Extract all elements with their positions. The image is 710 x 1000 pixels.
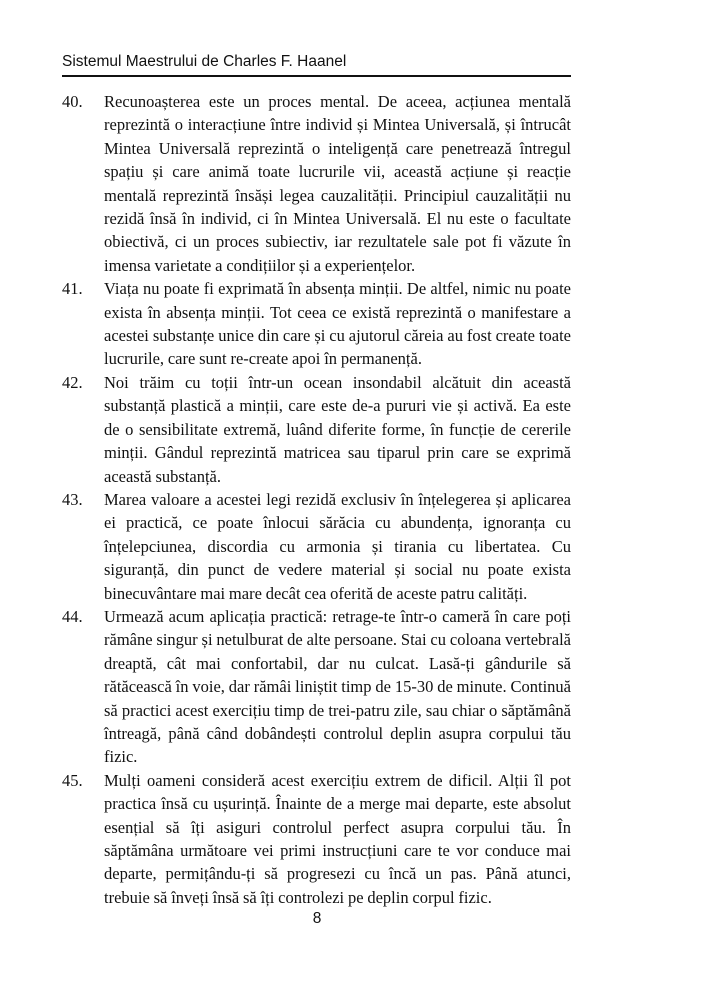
paragraph-number: 41. [62, 279, 83, 299]
page-body [62, 90, 571, 909]
numbered-paragraph [62, 769, 571, 909]
paragraph-number: 43. [62, 489, 83, 509]
page-number: 8 [312, 910, 322, 927]
paragraph-text: Viața nu poate fi exprimată în absența minții. De altfel, nimic nu poate exista în absența minții. Tot ceea ce există reprezintă o manifestare a acestei substanțe unice din care și cu ajutorul căreia au fost create toate lucrurile, care sunt re-create apoi în permanență. [104, 279, 571, 369]
paragraph-text: Urmează acum aplicația practică: retrage-te într-o cameră în care poți rămâne singur și netulburat de alte persoane. Stai cu coloana vertebrală dreaptă, cât mai confortabil, dar nu culcat. Lasă-ți gândurile să rătăcească în voie, dar rămâi liniștit timp de 15-30 de minute. Continuă să practici acest exercițiu timp de trei-patru zile, sau chiar o săptămână întreagă, până când dobândești controlul deplin asupra corpului tău fizic. [104, 606, 571, 767]
paragraph-text: Recunoașterea este un proces mental. De aceea, acțiunea mentală reprezintă o interacțiune între individ și Mintea Universală, și întrucât Mintea Universală reprezintă o inteligență care penetrează întregul spațiu și care animă toate lucrurile vii, această acțiune și reacție mentală reprezintă însăși legea cauzalității. Principiul cauzalității nu rezidă însă în individ, ci în Mintea Universală. El nu este o facultate obiectivă, ci un proces subiectiv, iar rezultatele sale pot fi văzute în imensa varietate a condițiilor și a experiențelor. [104, 92, 571, 275]
paragraph-text: Mulți oameni consideră acest exercițiu extrem de dificil. Alții îl pot practica însă cu ușurință. Înainte de a merge mai departe, este absolut esențial să îți asiguri controlul perfect asupra corpului tău. În săptămâna următoare vei primi instrucțiuni care te vor conduce mai departe, permițându-ți să progresezi cu încă un pas. Până atunci, trebuie să înveți însă să îți controlezi pe deplin corpul fizic. [104, 770, 571, 907]
numbered-paragraph [62, 371, 571, 488]
paragraph-number: 40. [62, 92, 83, 111]
numbered-paragraph [62, 277, 571, 371]
paragraph-number: 42. [62, 372, 83, 392]
book-title: Sistemul Maestrului de Charles F. Haanel [62, 53, 347, 70]
paragraph-text: Marea valoare a acestei legi rezidă exclusiv în înțelegerea și aplicarea ei practică, ce poate înlocui sărăcia cu abundența, ignoranța cu înțelepciunea, discordia cu armonia și tirania cu libertatea. Cu siguranță, din punct de vedere material și social nu poate exista binecuvântare mai mare decât cea oferită de aceste patru calități. [104, 489, 571, 603]
paragraph-number: 44. [62, 606, 83, 626]
numbered-paragraph [62, 605, 571, 769]
numbered-paragraph [62, 90, 571, 277]
running-header [62, 51, 571, 77]
numbered-paragraph [62, 488, 571, 605]
paragraph-text: Noi trăim cu toții într-un ocean insondabil alcătuit din această substanță plastică a minții, care este de-a pururi vie și activă. Ea este de o sensibilitate extremă, luând diferite forme, în funcție de cererile minții. Gândul reprezintă matricea sau tiparul prin care se exprimă această substanță. [104, 372, 571, 486]
paragraph-number: 45. [62, 770, 83, 790]
